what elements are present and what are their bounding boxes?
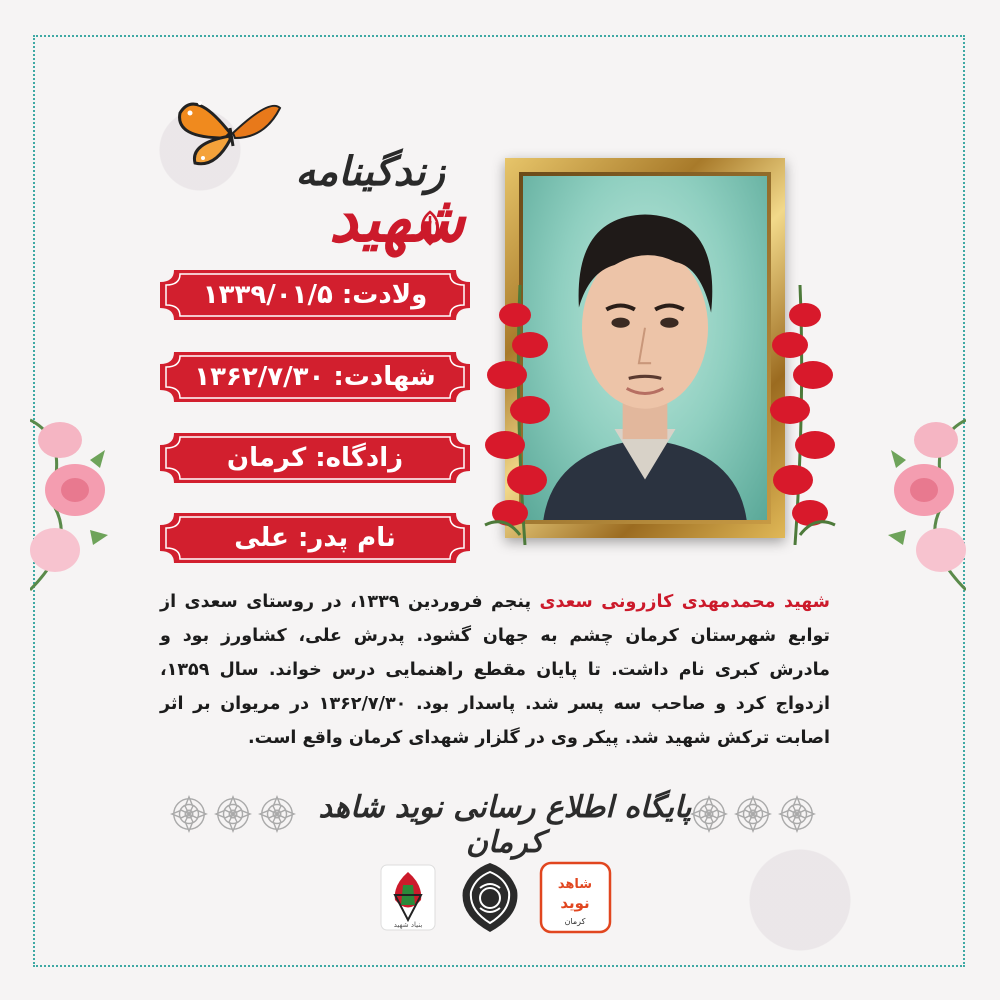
right-gladiolus-decoration bbox=[765, 285, 845, 545]
title-line-2: شهید bbox=[328, 182, 465, 257]
birthplace: زادگاه: کرمان bbox=[226, 443, 404, 473]
biography-text bbox=[160, 585, 830, 755]
rose-ornament-icon bbox=[778, 795, 816, 833]
biography-body: پنجم فروردین ۱۳۳۹، در روستای سعدی از توابع شهرستان کرمان چشم به جهان گشود. پدرش علی، کشاورز بود و مادرش کبری نام داشت. تا پایان مقطع راهنمایی درس خواند. سال ۱۳۵۹، ازدواج کرد و صاحب سه پسر شد. پاسدار بود. ۱۳۶۲/۷/۳۰ در مریوان بر اثر اصابت ترکش شهید شد. پیکر وی در گلزار شهدای کرمان واقع است. bbox=[160, 592, 830, 748]
martyrdom-ribbon bbox=[160, 352, 470, 402]
iran-emblem-icon bbox=[415, 210, 445, 246]
martyr-foundation-logo bbox=[373, 860, 443, 935]
butterfly-icon bbox=[175, 88, 285, 168]
birth-date: ولادت: ۱۳۳۹/۰۱/۵ bbox=[202, 280, 428, 310]
rose-ornament-icon bbox=[214, 795, 252, 833]
svg-text:شاهد: شاهد bbox=[557, 877, 593, 892]
right-flower-decoration bbox=[886, 400, 966, 600]
left-flower-decoration bbox=[30, 400, 110, 600]
organization-name: پایگاه اطلاع رسانی نوید شاهد کرمان bbox=[318, 790, 692, 860]
father-name: نام پدر: علی bbox=[234, 523, 396, 553]
navid-shahed-logo bbox=[538, 860, 613, 935]
rose-ornament-icon bbox=[734, 795, 772, 833]
svg-text:کرمان: کرمان bbox=[564, 917, 586, 926]
birthplace-ribbon bbox=[160, 433, 470, 483]
svg-text:نوید: نوید bbox=[560, 894, 590, 912]
martyr-portrait bbox=[523, 176, 767, 520]
father-ribbon bbox=[160, 513, 470, 563]
birth-ribbon bbox=[160, 270, 470, 320]
martyrdom-date: شهادت: ۱۳۶۲/۷/۳۰ bbox=[194, 362, 436, 392]
rose-ornament-icon bbox=[170, 795, 208, 833]
title-line-1: زندگینامه bbox=[295, 148, 445, 195]
martyr-name: شهید محمدمهدی کازرونی سعدی bbox=[539, 592, 830, 612]
left-gladiolus-decoration bbox=[475, 285, 555, 545]
ornamental-emblem-logo bbox=[455, 860, 525, 935]
svg-text:بنیاد شهید: بنیاد شهید bbox=[393, 921, 423, 929]
rose-ornament-icon bbox=[258, 795, 296, 833]
title-block bbox=[175, 70, 475, 257]
